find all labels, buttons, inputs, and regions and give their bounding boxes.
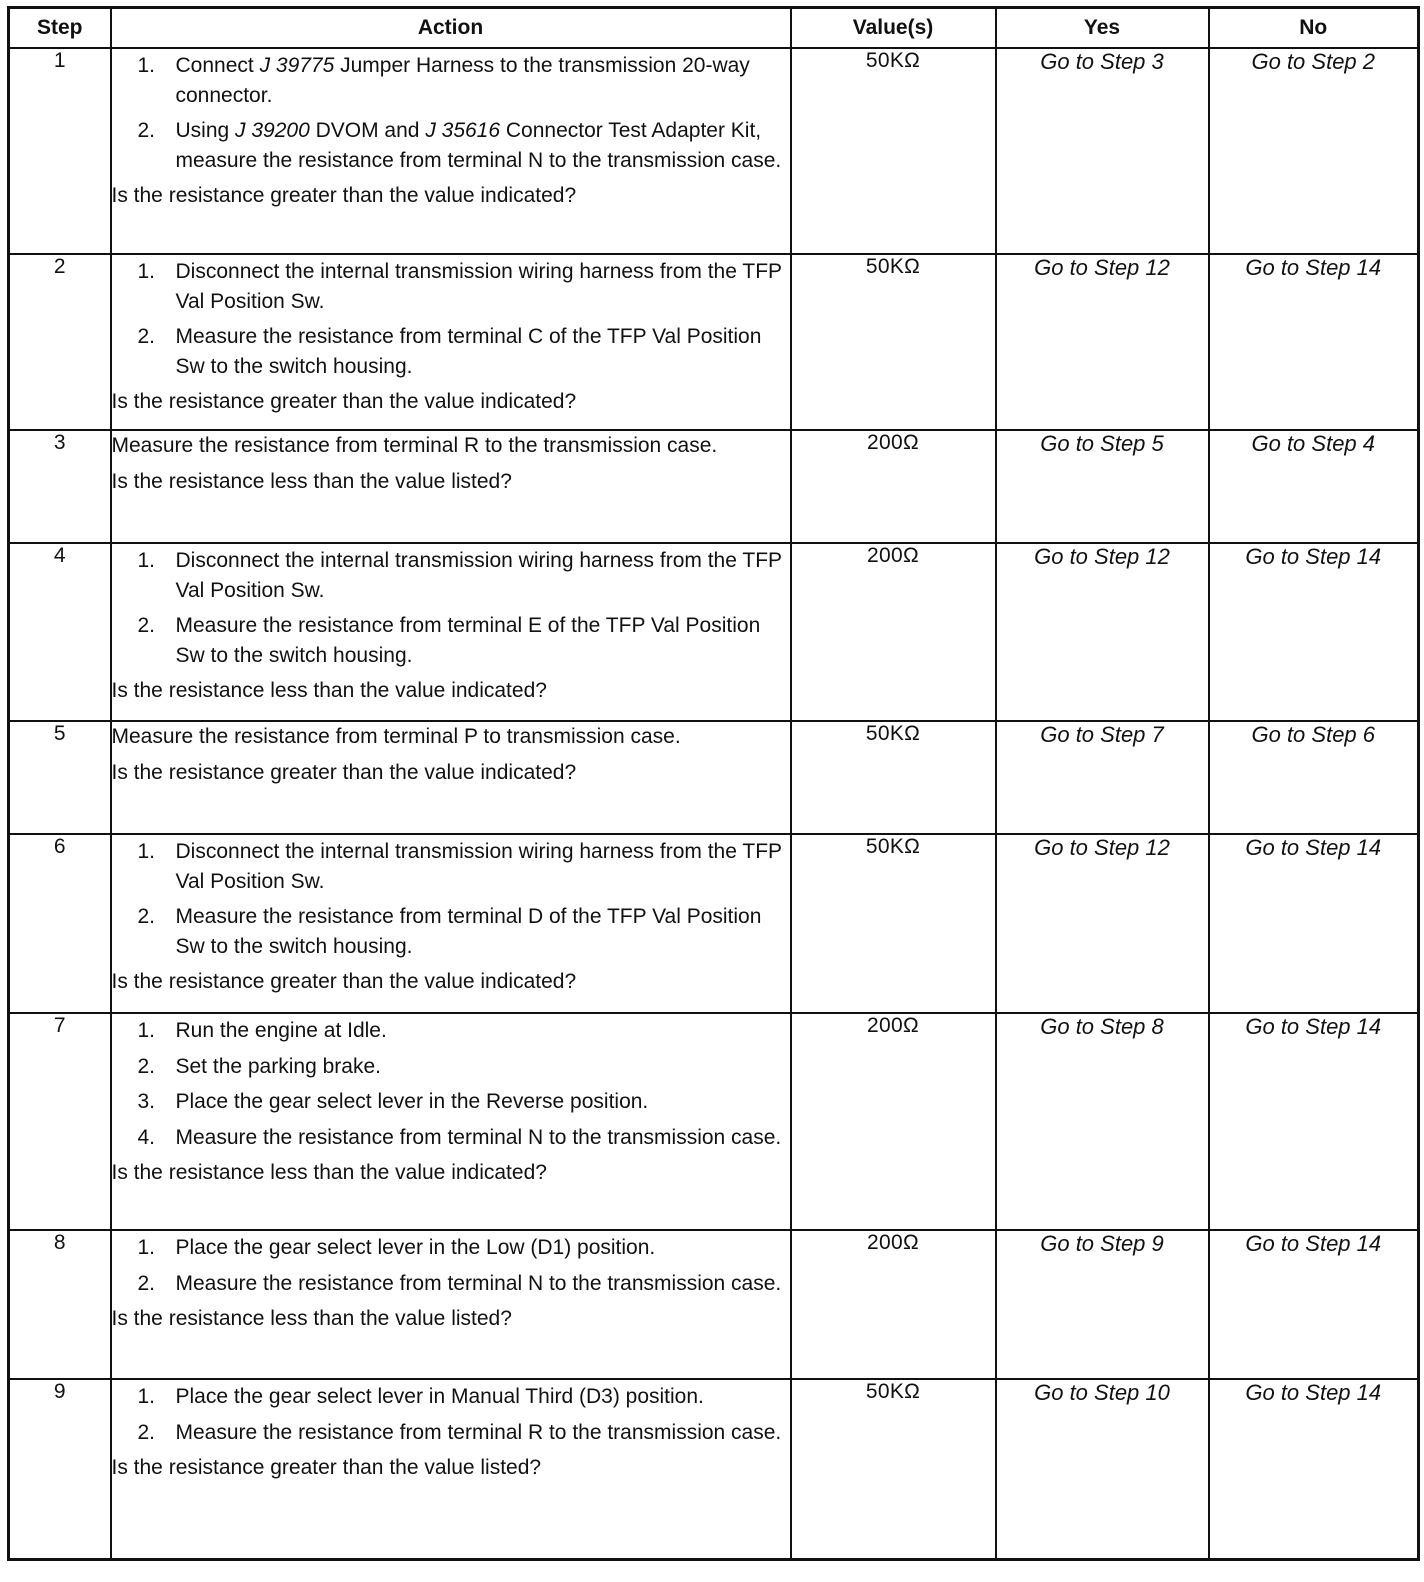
action-item [112,1233,790,1263]
action-item-number: 1. [137,840,156,863]
action-question: Is the resistance greater than the value indicated? [111,970,577,993]
action-item-number: 2. [137,905,156,928]
step-number: 8 [9,1230,111,1379]
yes-goto-link[interactable]: Go to Step 10 [996,1379,1209,1559]
action-item-text: DVOM and [309,119,426,142]
action-item [112,116,790,175]
no-goto-link[interactable]: Go to Step 14 [1209,254,1419,430]
action-list [112,1382,790,1447]
action-list [112,51,790,175]
action-item-text: Place the gear select lever in the Low (D1) position. [175,1236,656,1259]
action-item-text: Connect [175,54,260,77]
action-item [112,1016,790,1046]
action-item [112,257,790,316]
action-item-text: Place the gear select lever in Manual Third (D3) position. [175,1385,704,1408]
step-number: 4 [9,543,111,721]
step-number: 2 [9,254,111,430]
header-action: Action [111,8,791,49]
action-item-text: Place the gear select lever in the Reverse position. [175,1090,649,1113]
value-cell: 200Ω [791,1013,996,1230]
action-cell [111,721,791,834]
action-list [112,546,790,670]
action-item-text: Jumper Harness to the transmission 20-way connector. [175,54,750,107]
action-item-text: Measure the resistance from terminal C of the TFP Val Position Sw to the switch housing. [175,325,762,378]
yes-goto-link[interactable]: Go to Step 8 [996,1013,1209,1230]
step-number: 3 [9,430,111,543]
action-cell [111,834,791,1013]
action-item [112,51,790,110]
action-item [112,1123,790,1153]
action-text: Measure the resistance from terminal R to the transmission case. [111,434,718,457]
table-row-step-7 [9,1013,1419,1230]
action-cell [111,543,791,721]
yes-goto-link[interactable]: Go to Step 12 [996,543,1209,721]
step-number: 1 [9,48,111,254]
action-item-text: Disconnect the internal transmission wiring harness from the TFP Val Position Sw. [175,260,782,313]
no-goto-link[interactable]: Go to Step 4 [1209,430,1419,543]
action-cell [111,1013,791,1230]
action-item-number: 3. [137,1090,156,1113]
action-item-number: 2. [137,1054,156,1078]
diagnostic-table-sheet [7,6,1417,1561]
header-yes: Yes [996,8,1209,49]
action-item-number: 2. [137,614,156,637]
action-item [112,1382,790,1412]
value-cell: 50KΩ [791,1379,996,1559]
header-values: Value(s) [791,8,996,49]
header-step: Step [9,8,111,49]
action-item [112,902,790,961]
diagnostic-table [7,6,1420,1561]
action-item [112,1052,790,1082]
no-goto-link[interactable]: Go to Step 14 [1209,1230,1419,1379]
header-row [9,8,1419,49]
action-text: Measure the resistance from terminal P to transmission case. [111,725,681,748]
action-list [112,1016,790,1152]
value-cell: 200Ω [791,1230,996,1379]
action-question: Is the resistance less than the value listed? [111,1307,512,1330]
action-cell [111,48,791,254]
action-item-number: 2. [137,119,156,142]
action-item-number: 4. [137,1125,156,1149]
value-cell: 50KΩ [791,721,996,834]
action-question: Is the resistance less than the value listed? [111,469,512,493]
action-cell [111,254,791,430]
action-item-number: 1. [137,1385,156,1408]
action-list [112,257,790,381]
yes-goto-link[interactable]: Go to Step 12 [996,254,1209,430]
header-no: No [1209,8,1419,49]
no-goto-link[interactable]: Go to Step 14 [1209,543,1419,721]
step-number: 5 [9,721,111,834]
yes-goto-link[interactable]: Go to Step 7 [996,721,1209,834]
yes-goto-link[interactable]: Go to Step 9 [996,1230,1209,1379]
action-item [112,1418,790,1448]
action-item-text: Using [175,119,236,142]
action-question: Is the resistance less than the value indicated? [111,679,547,702]
action-item-number: 2. [137,1420,156,1444]
action-item-number: 1. [137,1019,156,1042]
action-item-text: Run the engine at Idle. [175,1019,387,1042]
no-goto-link[interactable]: Go to Step 6 [1209,721,1419,834]
value-cell: 200Ω [791,430,996,543]
value-cell: 50KΩ [791,254,996,430]
table-body [9,48,1419,1559]
action-item-text: Measure the resistance from terminal N to the transmission case. [175,1271,782,1295]
action-cell [111,1230,791,1379]
table-row-step-8 [9,1230,1419,1379]
action-question: Is the resistance greater than the value indicated? [111,760,577,784]
no-goto-link[interactable]: Go to Step 14 [1209,1379,1419,1559]
no-goto-link[interactable]: Go to Step 14 [1209,834,1419,1013]
action-question: Is the resistance greater than the value indicated? [111,184,577,207]
action-item-number: 1. [137,549,156,572]
action-cell [111,1379,791,1559]
action-cell [111,430,791,543]
value-cell: 50KΩ [791,834,996,1013]
action-item-number: 2. [137,1271,156,1295]
action-list [112,1233,790,1298]
action-item-text: Measure the resistance from terminal R to the transmission case. [175,1420,782,1444]
action-question: Is the resistance greater than the value listed? [111,1456,542,1479]
no-goto-link[interactable]: Go to Step 2 [1209,48,1419,254]
action-item [112,1269,790,1299]
action-item [112,546,790,605]
tool-reference: J 39200 [235,119,310,142]
action-item-text: Disconnect the internal transmission wiring harness from the TFP Val Position Sw. [175,840,782,893]
yes-goto-link[interactable]: Go to Step 3 [996,48,1209,254]
value-cell: 200Ω [791,543,996,721]
step-number: 9 [9,1379,111,1559]
table-row-step-5 [9,721,1419,834]
step-number: 6 [9,834,111,1013]
action-question: Is the resistance less than the value indicated? [111,1161,547,1184]
action-item-number: 1. [137,1236,156,1259]
action-item-text: Measure the resistance from terminal E of the TFP Val Position Sw to the switch housing. [175,614,761,667]
action-item [112,611,790,670]
no-goto-link[interactable]: Go to Step 14 [1209,1013,1419,1230]
table-row-step-3 [9,430,1419,543]
table-row-step-2 [9,254,1419,430]
action-item-text: Connector Test Adapter Kit, measure the resistance from terminal N to the transmission case. [175,119,782,172]
yes-goto-link[interactable]: Go to Step 12 [996,834,1209,1013]
action-item [112,322,790,381]
action-item [112,837,790,896]
action-item-text: Disconnect the internal transmission wiring harness from the TFP Val Position Sw. [175,549,782,602]
table-row-step-4 [9,543,1419,721]
action-item-number: 1. [137,260,156,283]
table-row-step-9 [9,1379,1419,1559]
action-item-text: Measure the resistance from terminal D of the TFP Val Position Sw to the switch housing. [175,905,762,958]
action-item-number: 1. [137,54,156,77]
action-item-text: Measure the resistance from terminal N to the transmission case. [175,1125,782,1149]
action-item-number: 2. [137,325,156,348]
yes-goto-link[interactable]: Go to Step 5 [996,430,1209,543]
action-item [112,1087,790,1117]
tool-reference: J 35616 [425,119,501,142]
value-cell: 50KΩ [791,48,996,254]
action-item-text: Set the parking brake. [175,1054,381,1078]
table-row-step-1 [9,48,1419,254]
action-question: Is the resistance greater than the value indicated? [111,390,577,413]
table-row-step-6 [9,834,1419,1013]
tool-reference: J 39775 [259,54,335,77]
step-number: 7 [9,1013,111,1230]
action-list [112,837,790,961]
